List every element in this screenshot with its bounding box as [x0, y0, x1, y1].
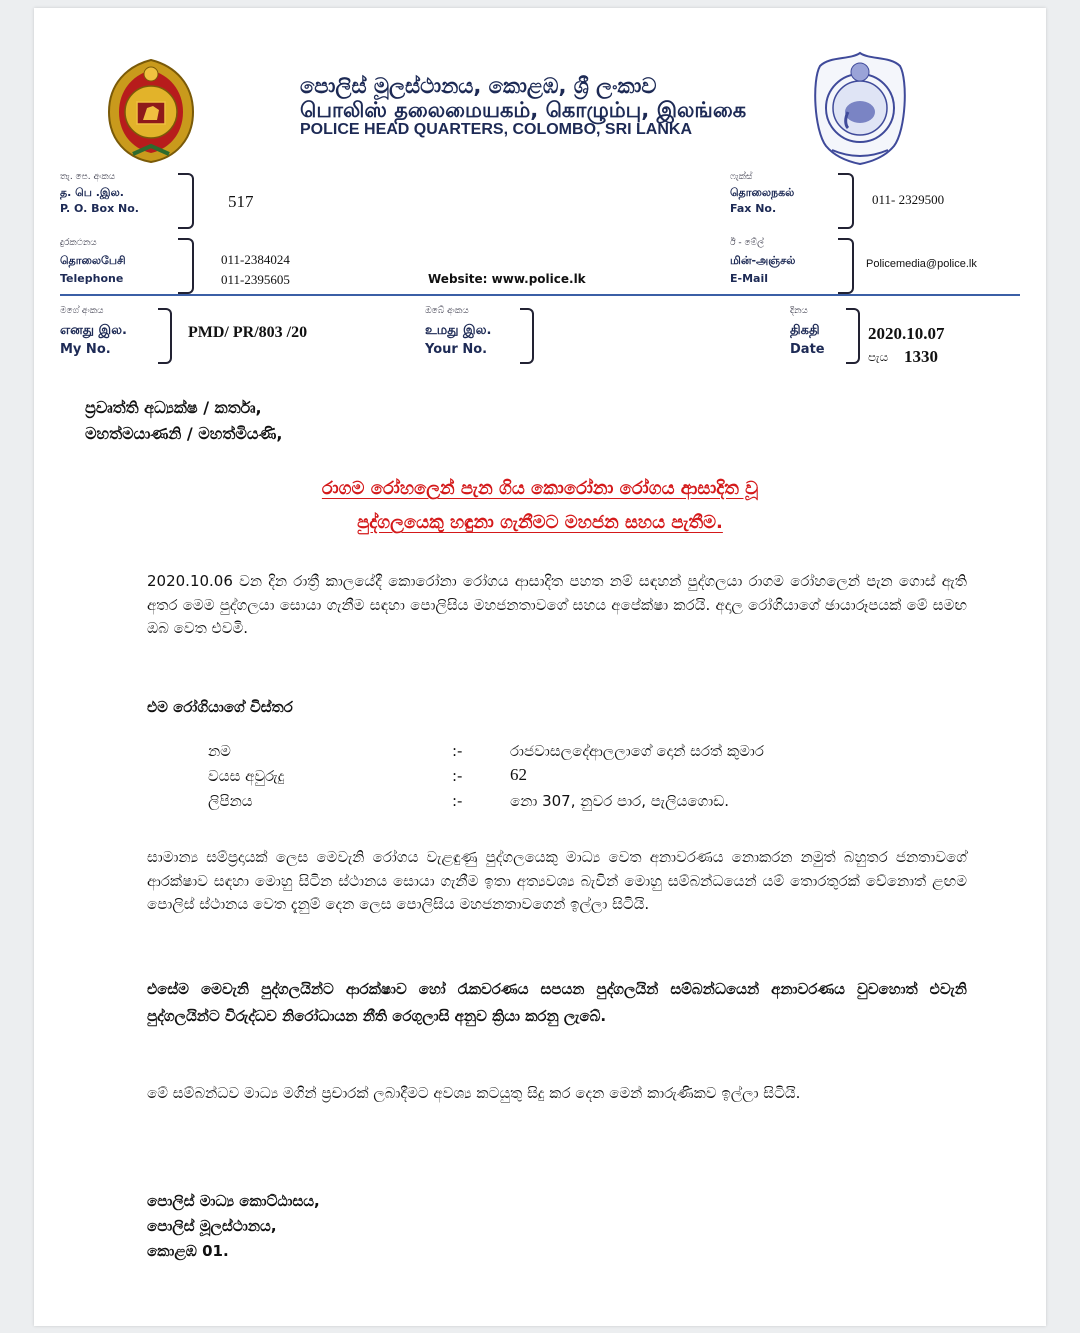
telephone-label-ta: தொலைபேசி	[60, 254, 126, 267]
notice-title-line-1: රාගම රෝහලෙන් පැන ගිය කොරෝනා රෝගය ආසාදිත වූ	[321, 478, 759, 499]
pobox-label-ta: த. பெ .இல.	[60, 186, 124, 199]
telephone-label-si: දුරකථනය	[60, 238, 97, 248]
police-emblem-icon	[810, 50, 910, 166]
detail-age-label: වයස අවුරුදු	[208, 767, 285, 785]
detail-age-sep: :-	[452, 767, 463, 785]
detail-address-sep: :-	[452, 792, 463, 810]
my-no-label-ta: எனது இல.	[60, 323, 127, 338]
fax-label-ta: தொலைநகல்	[730, 186, 795, 199]
signature-line-2: පොලිස් මූලස්ථානය,	[147, 1217, 277, 1235]
my-no-value: PMD/ PR/803 /20	[188, 324, 308, 341]
telephone-brace	[178, 238, 194, 294]
signature-line-1: පොලිස් මාධ්‍ය කොට්ඨාසය,	[147, 1192, 320, 1210]
details-heading: එම රෝගියාගේ විස්තර	[147, 698, 293, 716]
date-label-si: දිනය	[790, 306, 808, 316]
fax-value: 011- 2329500	[872, 192, 945, 207]
detail-name-label: නම	[208, 742, 231, 760]
time-label: පැය	[868, 350, 889, 364]
pobox-label-si: තැ. පෙ. අංකය	[60, 172, 116, 182]
paragraph-intro: 2020.10.06 වන දින රාත්‍රී කාලයේදී කොරෝනා රෝගය ආසාදිත පහත නම් සඳහන් පුද්ගලයා රාගම රෝහලෙන් පැන ගොස් ඇති අතර මෙම පුද්ගලයා සොයා ගැනීම සඳහා පොලිසිය මහජනතාවගේ සහය අපේක්ෂා කරයි. අදාල රෝගියාගේ ඡායාරූපයක් මේ සමඟ ඔබ වෙත එවමි.	[147, 572, 967, 637]
website-link[interactable]: Website: www.police.lk	[428, 272, 586, 286]
date-value: 2020.10.07	[868, 324, 945, 343]
detail-name-sep: :-	[452, 742, 463, 760]
date-label-en: Date	[790, 342, 825, 357]
my-no-brace	[158, 308, 172, 364]
national-emblem-icon	[103, 56, 199, 166]
date-brace	[846, 308, 860, 364]
fax-brace	[838, 173, 854, 229]
telephone-value-2: 011-2395605	[221, 272, 290, 287]
detail-age-value: 62	[510, 765, 527, 784]
your-no-label-si: ඔබේ අංකය	[425, 306, 469, 316]
signature-line-3: කොළඹ 01.	[147, 1242, 229, 1260]
pobox-label-en: P. O. Box No.	[60, 202, 139, 215]
email-value[interactable]: Policemedia@police.lk	[866, 258, 977, 270]
notice-title-line-2: පුද්ගලයෙකු හඳුනා ගැනීමට මහජන සහය පැතීම.	[357, 512, 723, 533]
email-label-ta: மின்-அஞ்சல்	[730, 254, 796, 267]
letterhead-tamil: பொலிஸ் தலைமையகம், கொழும்பு, இலங்கை	[300, 98, 747, 122]
your-no-brace	[520, 308, 534, 364]
time-value: 1330	[904, 347, 938, 366]
letterhead-sinhala: පොලිස් මූලස්ථානය, කොළඹ, ශ්‍රී ලංකාව	[300, 74, 657, 98]
salutation-line-1: ප්‍රවෘත්ති අධ්‍යක්ෂ / කර්තෘ,	[85, 398, 262, 417]
your-no-label-en: Your No.	[425, 342, 488, 357]
letterhead-english: POLICE HEAD QUARTERS, COLOMBO, SRI LANKA	[300, 121, 693, 138]
your-no-label-ta: உமது இல.	[425, 323, 492, 338]
detail-name-value: රාජවාසලදේආලලාගේ දොන් සරත් කුමාර	[510, 742, 764, 760]
email-brace	[838, 238, 854, 294]
fax-label-si: ෆැක්ස්	[730, 172, 753, 182]
paragraph-closing: මේ සම්බන්ධව මාධ්‍ය මගින් ප්‍රචාරක් ලබාදීමට අවශ්‍ය කටයුතු සිදු කර දෙන මෙන් කාරුණිකව ඉල්ලා සිටියි.	[147, 1084, 801, 1102]
telephone-value-1: 011-2384024	[221, 252, 290, 267]
detail-address-value: නො 307, නුවර පාර, පැලියගොඩ.	[510, 792, 730, 810]
my-no-label-en: My No.	[60, 342, 111, 357]
email-label-en: E-Mail	[730, 272, 768, 285]
pobox-brace	[178, 173, 194, 229]
paragraph-request: සාමාන්‍ය සම්ප්‍රදායක් ලෙස මෙවැනි රෝගය වැළඳුණු පුද්ගලයෙකු මාධ්‍ය වෙත අනාවරණය නොකරන නමුත් බහුතර ජනතාවගේ ආරක්ෂාව සඳහා මොහු සිටින ස්ථානය සොයා ගැනීම ඉතා අත්‍යවශ්‍ය බැවින් මොහු සම්බන්ධයෙන් යම් තොරතුරක් වේනොත් ළඟම පොලිස් ස්ථානය වෙත දැනුම් දෙන ලෙස පොලිසිය මහජනතාවගෙන් ඉල්ලා සිටියි.	[147, 848, 967, 913]
detail-address-label: ලිපිනය	[208, 792, 253, 810]
telephone-label-en: Telephone	[60, 272, 124, 285]
paragraph-warning: එසේම මෙවැනි පුද්ගලයින්ට ආරක්ෂාව හෝ රැකවරණය සපයන පුද්ගලයින් සම්බන්ධයෙන් අනාවරණය වුවහොත් එවැනි පුද්ගලයින්ට විරුද්ධව නිරෝධායන නීති රෙගුලාසි අනුව ක්‍රියා කරනු ලැබේ.	[147, 980, 967, 1025]
pobox-value: 517	[228, 192, 254, 211]
email-label-si: ඊ - මේල්	[730, 238, 764, 248]
date-label-ta: திகதி	[790, 323, 820, 338]
fax-label-en: Fax No.	[730, 202, 777, 215]
header-rule	[60, 294, 1020, 296]
salutation-line-2: මහත්මයාණනි / මහත්මියණි,	[85, 424, 283, 443]
my-no-label-si: මගේ අංකය	[60, 306, 104, 316]
